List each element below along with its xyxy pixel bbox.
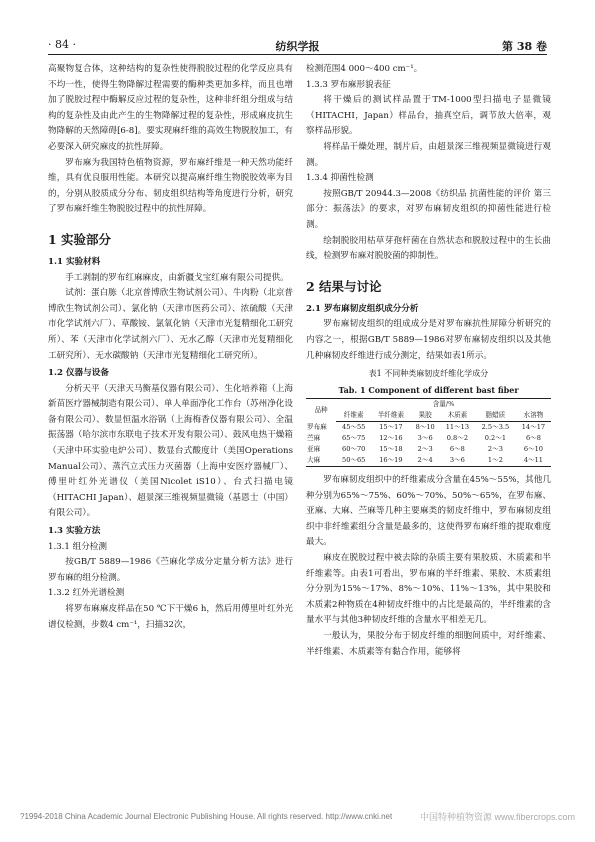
- table-cell: 0.2～1: [484, 434, 507, 443]
- reagents-paragraph: 试剂：蛋白胨（北京普博欣生物试剂公司）、牛肉粉（北京普博欣生物试剂公司）、氯化钠（天津市医药公司）、浓硫酸（天津市化学试剂六厂）、草酸铵、氯氧化钠（天津市光复精细化工研究所）、苯（天津市化学试剂六厂）、无水乙醇（天津市光复精细化工研究所）、无水碳酸钠（天津市光复精细化工研究所）。: [48, 288, 293, 361]
- materials-paragraph: 手工剥制的罗布红麻麻皮，由新疆戈宝红麻有限公司提供。: [65, 272, 289, 283]
- table-column-header: 木质素: [440, 410, 475, 422]
- pectin-paragraph: 一般认为，果胶分布于韧皮纤维的细胞间质中，对纤维素、半纤维素、木质素等有黏合作用，能够将: [306, 631, 551, 657]
- table-column-header: 半纤维素: [371, 410, 410, 422]
- table-header-variety: 品种: [306, 399, 336, 422]
- table-cell: 15～18: [379, 445, 403, 454]
- table-row: [306, 422, 551, 434]
- table-cell: 14～17: [521, 423, 546, 432]
- ir-continued: 检测范围4 000～400 cm⁻¹。: [306, 64, 423, 74]
- left-column: [48, 62, 293, 633]
- subsubsection-heading-1-3-1: 1.3.1 组分检测: [48, 541, 107, 552]
- table-row-name: 罗布麻: [307, 422, 327, 431]
- table-cell: 12～16: [379, 434, 403, 443]
- table-row: [306, 433, 551, 444]
- cellulose-paragraph: 罗布麻韧皮组织中的纤维素成分含量在45%～55%，其他几种分别为65%～75%、60%～70%、50%～65%，在罗布麻、亚麻、大麻、苎麻等几种主要麻类的韧皮纤维中，罗布麻韧皮组织中非纤维素组分含量是最多的，这使得罗布麻纤维的提取难度最大。: [306, 475, 551, 548]
- table-cell: 65～75: [342, 434, 366, 443]
- intro-paragraph-2: 罗布麻为我国特色植物资源，罗布麻纤维是一种天然功能纤维，具有优良服用性能。本研究以提高麻纤维生物脱胶效率为目的，分别从胶质成分分布、韧皮组织结构等角度进行分析，研究了罗布麻纤维生物脱胶过程中的抗性屏障。: [48, 157, 293, 215]
- analysis-paragraph: 罗布麻韧皮组织的组成成分是对罗布麻抗性屏障分析研究的内容之一，根据GB/T 5889—1986对罗布麻韧皮组织以及其他几种麻韧皮纤维进行成分测定，结果如表1所示。: [306, 319, 551, 361]
- composition-table: [306, 398, 551, 467]
- table-row-name: 苎麻: [307, 434, 321, 443]
- table-row: [306, 444, 551, 455]
- table-column-header: 纤维素: [336, 410, 371, 422]
- table-cell: 2.5～3.5: [481, 423, 510, 432]
- table-cell: 6～8: [525, 434, 541, 443]
- table-row: [306, 455, 551, 467]
- component-test-paragraph: 按GB/T 5889—1986《苎麻化学成分定量分析方法》进行罗布麻的组分检测。: [48, 557, 293, 583]
- table-column-header: 果胶: [411, 410, 440, 422]
- table-caption-cn: 表1 不同种类麻韧皮纤维化学成分: [368, 369, 489, 379]
- table-cell: 50～65: [336, 455, 371, 467]
- microscope-paragraph: 将样品干燥处理，制片后，由超景深三维视频显微镜进行观测。: [306, 141, 551, 168]
- table-cell: 2～4: [411, 455, 440, 467]
- subsection-heading-1-1: 1.1 实验材料: [48, 256, 101, 267]
- table-cell: 60～70: [342, 445, 366, 454]
- subsection-heading-1-2: 1.2 仪器与设备: [48, 368, 109, 379]
- watermark: 中国特种植物资源 www.fibercrops.com: [419, 812, 575, 822]
- journal-title: 纺织学报: [275, 40, 320, 53]
- table-cell: 16～19: [371, 455, 410, 467]
- instruments-paragraph: 分析天平（天津天马衡基仪器有限公司）、生化培养箱（上海新苗医疗器械制造有限公司）、单人单面净化工作台（苏州净化设备有限公司）、数显恒温水浴锅（上海梅香仪器有限公司）、全温振荡器（哈尔滨市东联电子技术开发有限公司）、鼓风电热干燥箱（天津中环实验电炉公司）、数显台式酸度计（美国Operations Manual公司）、蒸汽立式压力灭菌器（上海申安医疗器械厂）、傅里叶红外光谱仪（美国Nicolet iS10）、台式扫描电镜（HITACHI Japan）、超景深三维视频显微镜（基恩士（中国）有限公司）。: [48, 383, 293, 519]
- subsection-heading-2-1: 2.1 罗布麻韧皮组织成分分析: [306, 303, 419, 314]
- impurities-paragraph: 麻皮在脱胶过程中被去除的杂质主要有果胶质、木质素和半纤维素等。由表1可看出，罗布麻的半纤维素、果胶、木质素组分分别为15%～17%、8%～10%、11%～13%，其中果胶和木质素2种物质在4种韧皮纤维中的占比是最高的，半纤维素的含量水平与其他3种韧皮纤维的含量水平相差无几。: [306, 553, 551, 626]
- subsection-heading-1-3: 1.3 实验方法: [48, 526, 101, 537]
- table-header-content: 含量/%: [336, 399, 551, 411]
- subsubsection-heading-1-3-4: 1.3.4 抑菌性检测: [306, 173, 374, 184]
- table-cell: 8～10: [415, 423, 435, 432]
- antibacterial-paragraph: 按照GB/T 20944.3—2008《纺织品 抗菌性能的评价 第三部分：振荡法》的要求，对罗布麻韧皮组织的抑菌性能进行检测。: [306, 188, 551, 230]
- table-row-name: 大麻: [306, 455, 336, 467]
- volume-label: 第 38 卷: [502, 40, 547, 53]
- table-cell: 2～3: [487, 445, 503, 454]
- table-cell: 6～8: [449, 445, 465, 454]
- section-heading-2: 2 结果与讨论: [306, 278, 382, 294]
- table-cell: 3～6: [417, 434, 433, 443]
- page-number: · 84 ·: [48, 38, 76, 51]
- growth-curve-paragraph: 绘制脱胶用枯草芽孢杆菌在自然状态和脱胶过程中的生长曲线，检测罗布麻对脱胶菌的抑制性。: [306, 235, 551, 262]
- section-heading-1: 1 实验部分: [48, 231, 112, 247]
- copyright-notice: ?1994-2018 China Academic Journal Electronic Publishing House. All rights reserved. http://www.cnki.net: [20, 812, 393, 821]
- table-cell: 11～13: [445, 423, 470, 432]
- table-cell: 2～3: [417, 445, 433, 454]
- table-cell: 3～6: [440, 455, 475, 467]
- intro-paragraph: 高聚物复合体，这种结构的复杂性使得脱胶过程的化学反应具有不均一性，使得生物降解过程需要的酶种类更加多样，而且也增加了脱胶过程中酶解反应过程的复杂性，这种非纤组分组成与结构的复杂性及由此产生的生物降解过程的复杂性，形成麻皮抗生物降解的天然障碍[6-8]。要实现麻纤维的高效生物脱胶加工，有必要深入研究麻皮的抗性屏障。: [48, 64, 293, 152]
- table-row-name: 亚麻: [307, 445, 321, 454]
- table-cell: 4～11: [516, 455, 551, 467]
- page-header: [48, 36, 547, 55]
- table-column-header: 水溶物: [516, 410, 551, 422]
- table-cell: 15～17: [379, 423, 403, 432]
- table-cell: 0.8～2: [446, 434, 469, 443]
- subsubsection-heading-1-3-2: 1.3.2 红外光谱检测: [48, 588, 125, 599]
- table-cell: 45～55: [342, 423, 366, 432]
- right-column: [306, 62, 551, 660]
- sem-paragraph: 将干燥后的测试样品置于TM-1000型扫描电子显微镜（HITACHI，Japan）样品台，抽真空后，调节放大倍率，观察样品形貌。: [306, 95, 551, 137]
- table-cell: 6～10: [523, 445, 544, 454]
- table-cell: 1～2: [475, 455, 516, 467]
- table-caption-en: Tab. 1 Component of different bast fiber: [338, 385, 519, 396]
- ir-test-paragraph: 将罗布麻麻皮样品在50 ℃下干燥6 h，然后用傅里叶红外光谱仪检测，步数4 cm⁻¹，扫描32次，: [48, 604, 293, 630]
- table-column-header: 脂蜡质: [475, 410, 516, 422]
- subsubsection-heading-1-3-3: 1.3.3 罗布麻形貌表征: [306, 79, 391, 90]
